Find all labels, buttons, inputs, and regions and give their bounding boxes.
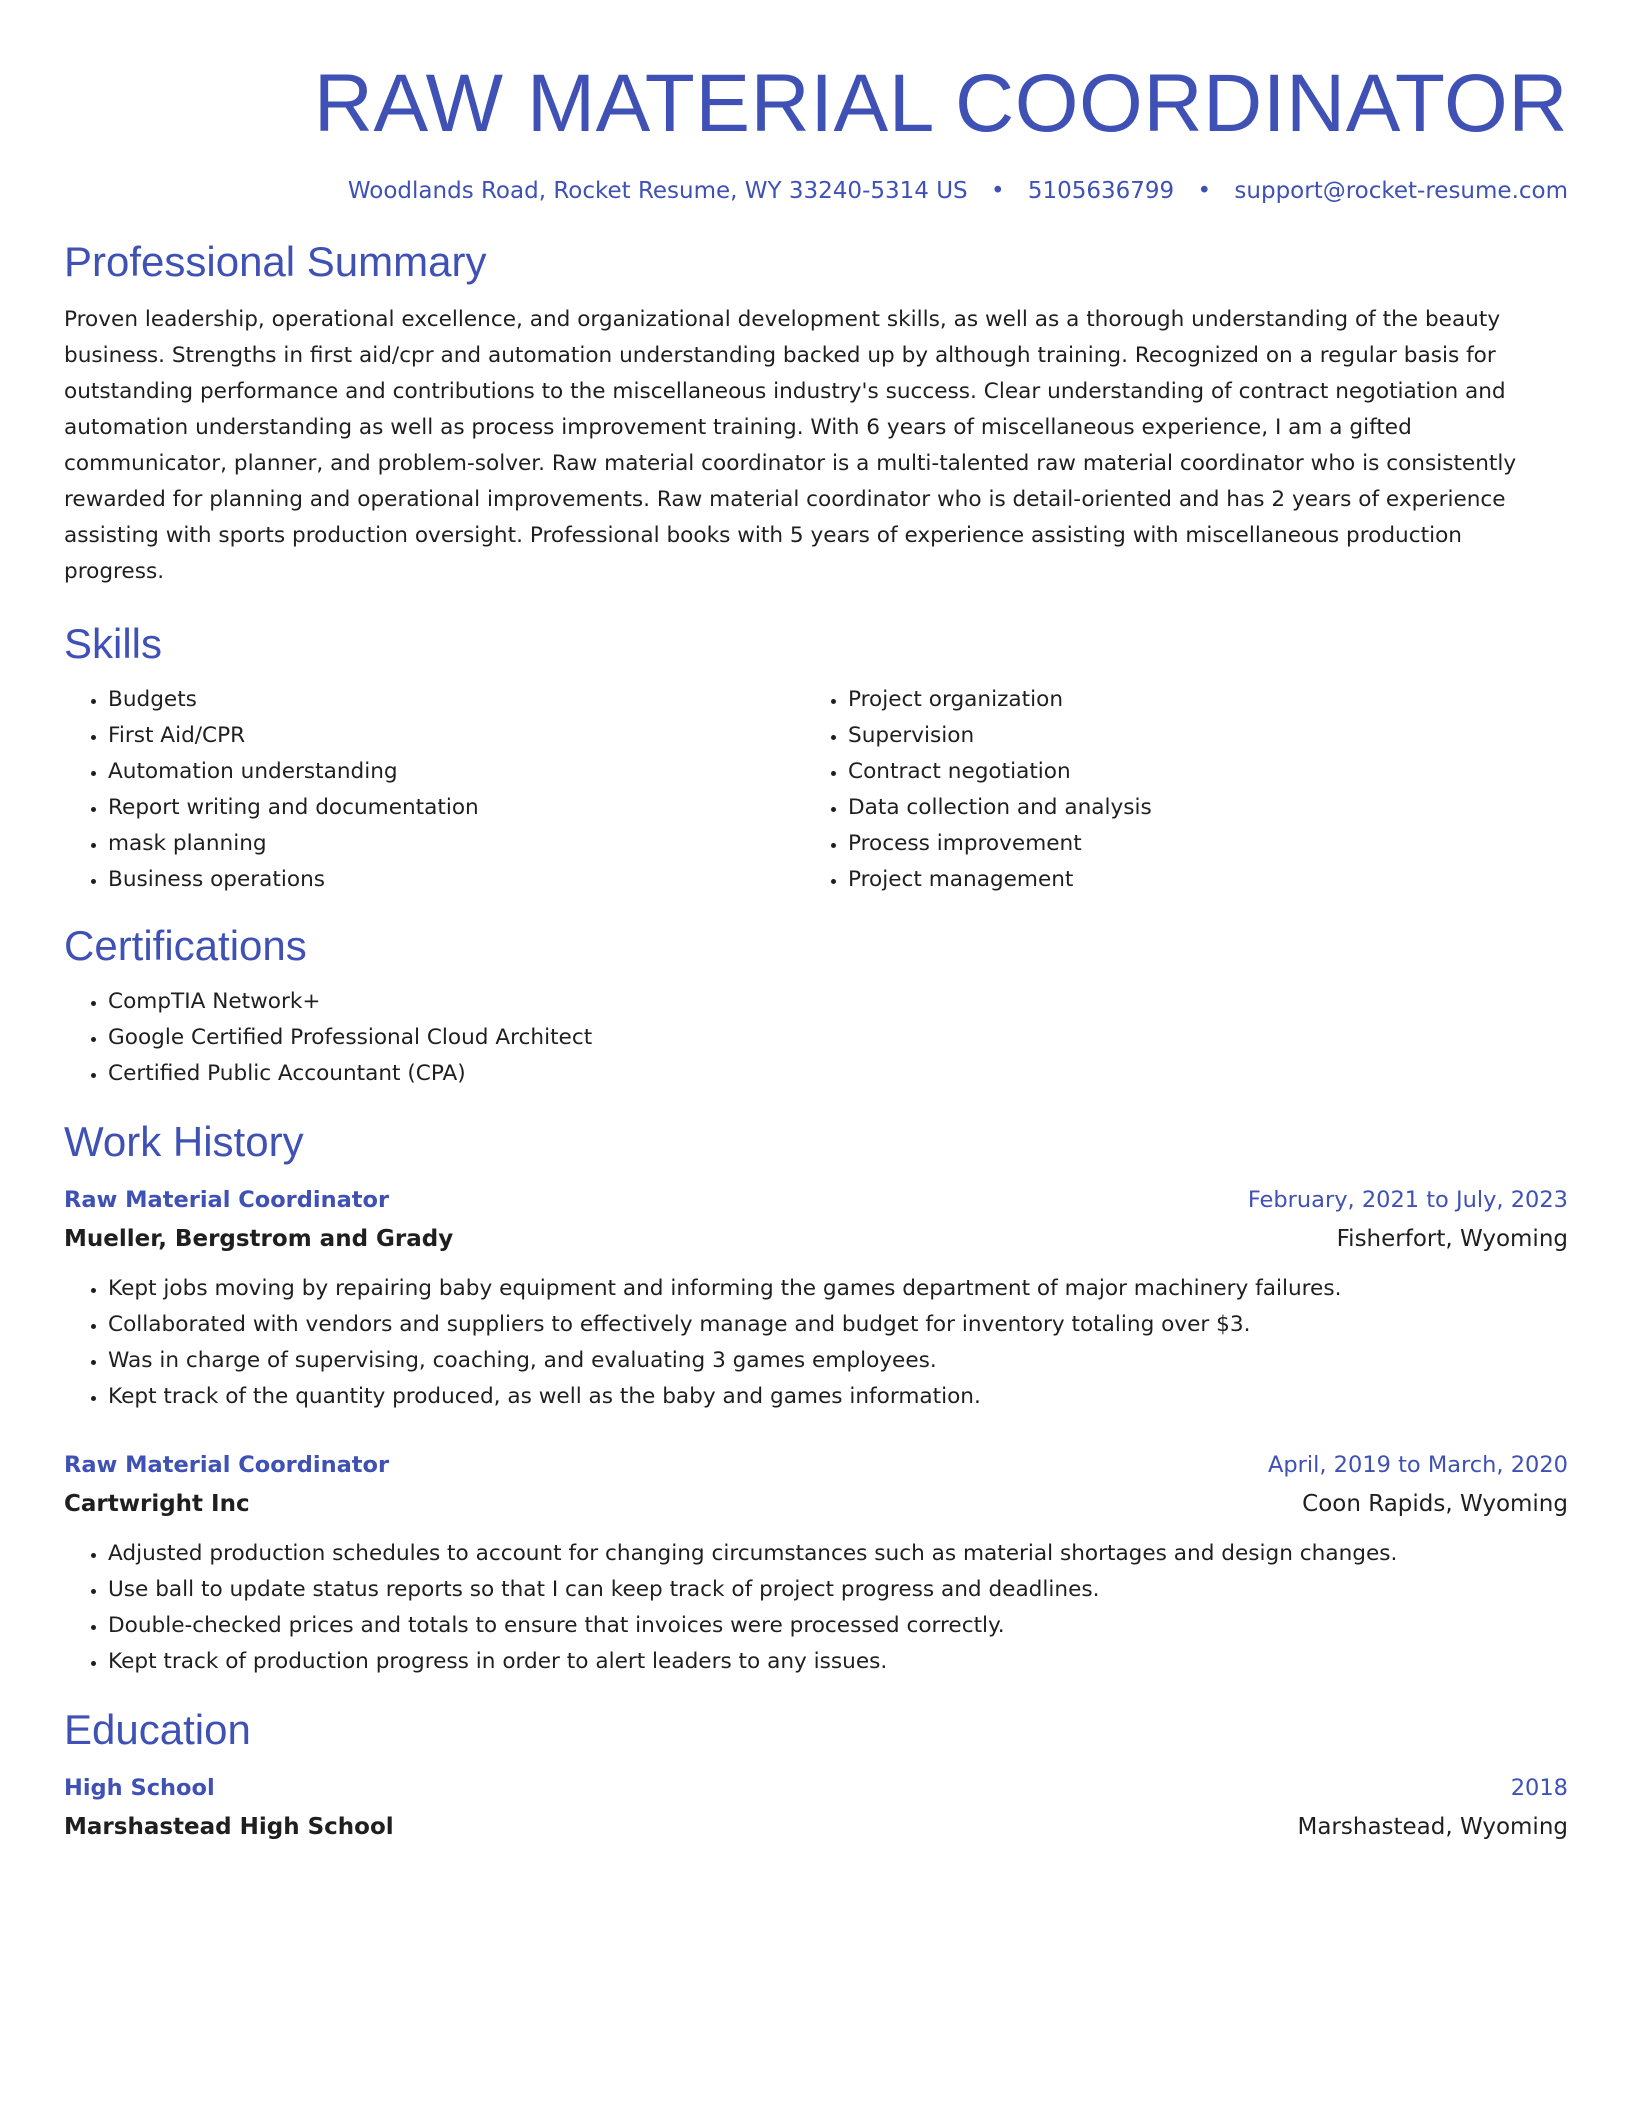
skill-item: • Process improvement — [848, 826, 1568, 862]
job-title-row — [64, 1447, 1568, 1483]
job-bullets — [64, 1271, 1568, 1415]
skills-list-left — [64, 682, 804, 898]
job-bullet: • Kept track of production progress in order to alert leaders to any issues. — [108, 1644, 1568, 1680]
summary-heading: Professional Summary — [64, 238, 487, 285]
education-location: Marshastead, Wyoming — [1297, 1814, 1568, 1840]
skills-grid — [64, 682, 1568, 898]
education-degree-row — [64, 1770, 1568, 1806]
skill-item: • mask planning — [108, 826, 804, 862]
education-degree: High School — [64, 1775, 215, 1801]
certification-item: • Certified Public Accountant (CPA) — [108, 1056, 1568, 1092]
skills-list-right — [804, 682, 1568, 898]
job-entry — [64, 1182, 1568, 1415]
contact-phone[interactable]: 5105636799 — [1027, 178, 1175, 204]
job-bullets — [64, 1536, 1568, 1680]
job-bullet: • Kept jobs moving by repairing baby equipment and informing the games department of major machinery failures. — [108, 1271, 1568, 1307]
job-employer-row — [64, 1218, 1568, 1257]
job-employer-row — [64, 1483, 1568, 1522]
job-dates: February, 2021 to July, 2023 — [1247, 1187, 1568, 1213]
skills-heading: Skills — [64, 620, 163, 667]
contact-separator: • — [1197, 178, 1212, 204]
summary-text: Proven leadership, operational excellence, and organizational development skills, as well as a thorough understanding of the beauty business. Strengths in first aid/cpr and automation understanding backed up by although training. Recognized on a regular basis for outstanding performance and contributions to the miscellaneous industry's success. Clear understanding of contract negotiation and automation understanding as well as process improvement training. With 6 years of miscellaneous experience, I am a gifted communicator, planner, and problem-solver. Raw material coordinator is a multi-talented raw material coordinator who is consistently rewarded for planning and operational improvements. Raw material coordinator who is detail-oriented and has 2 years of experience assisting with sports production oversight. Professional books with 5 years of experience assisting with miscellaneous production progress. — [64, 307, 1517, 584]
certifications-list — [64, 984, 1568, 1092]
skill-item: • Project management — [848, 862, 1568, 898]
work-history-heading: Work History — [64, 1118, 304, 1165]
job-title: Raw Material Coordinator — [64, 1452, 390, 1478]
contact-line — [64, 176, 1568, 206]
contact-separator: • — [990, 178, 1005, 204]
contact-address: Woodlands Road, Rocket Resume, WY 33240-5314 US — [347, 178, 968, 204]
job-bullet: • Adjusted production schedules to account for changing circumstances such as material shortages and design changes. — [108, 1536, 1568, 1572]
contact-email[interactable]: support@rocket-resume.com — [1234, 178, 1568, 204]
skill-item: • Budgets — [108, 682, 804, 718]
job-dates: April, 2019 to March, 2020 — [1267, 1452, 1568, 1478]
job-bullet: • Use ball to update status reports so that I can keep track of project progress and deadlines. — [108, 1572, 1568, 1608]
education-heading: Education — [64, 1706, 251, 1753]
job-bullet: • Double-checked prices and totals to ensure that invoices were processed correctly. — [108, 1608, 1568, 1644]
skill-item: • Report writing and documentation — [108, 790, 804, 826]
job-entry — [64, 1447, 1568, 1680]
certification-item: • CompTIA Network+ — [108, 984, 1568, 1020]
skill-item: • Data collection and analysis — [848, 790, 1568, 826]
resume-title: RAW MATERIAL COORDINATOR — [313, 58, 1568, 149]
job-location: Coon Rapids, Wyoming — [1302, 1491, 1568, 1517]
skill-item: • Automation understanding — [108, 754, 804, 790]
education-school: Marshastead High School — [64, 1814, 394, 1840]
skill-item: • Business operations — [108, 862, 804, 898]
job-bullet: • Kept track of the quantity produced, as well as the baby and games information. — [108, 1379, 1568, 1415]
job-employer: Cartwright Inc — [64, 1491, 250, 1517]
skill-item: • Contract negotiation — [848, 754, 1568, 790]
job-title: Raw Material Coordinator — [64, 1187, 390, 1213]
education-entry — [64, 1770, 1568, 1845]
skill-item: • First Aid/CPR — [108, 718, 804, 754]
skill-item: • Supervision — [848, 718, 1568, 754]
job-location: Fisherfort, Wyoming — [1336, 1226, 1568, 1252]
certification-item: • Google Certified Professional Cloud Architect — [108, 1020, 1568, 1056]
job-employer: Mueller, Bergstrom and Grady — [64, 1226, 454, 1252]
education-year: 2018 — [1510, 1775, 1568, 1801]
job-title-row — [64, 1182, 1568, 1218]
education-school-row — [64, 1806, 1568, 1845]
job-bullet: • Was in charge of supervising, coaching, and evaluating 3 games employees. — [108, 1343, 1568, 1379]
job-bullet: • Collaborated with vendors and suppliers to effectively manage and budget for inventory totaling over $3. — [108, 1307, 1568, 1343]
certifications-heading: Certifications — [64, 922, 307, 969]
skill-item: • Project organization — [848, 682, 1568, 718]
